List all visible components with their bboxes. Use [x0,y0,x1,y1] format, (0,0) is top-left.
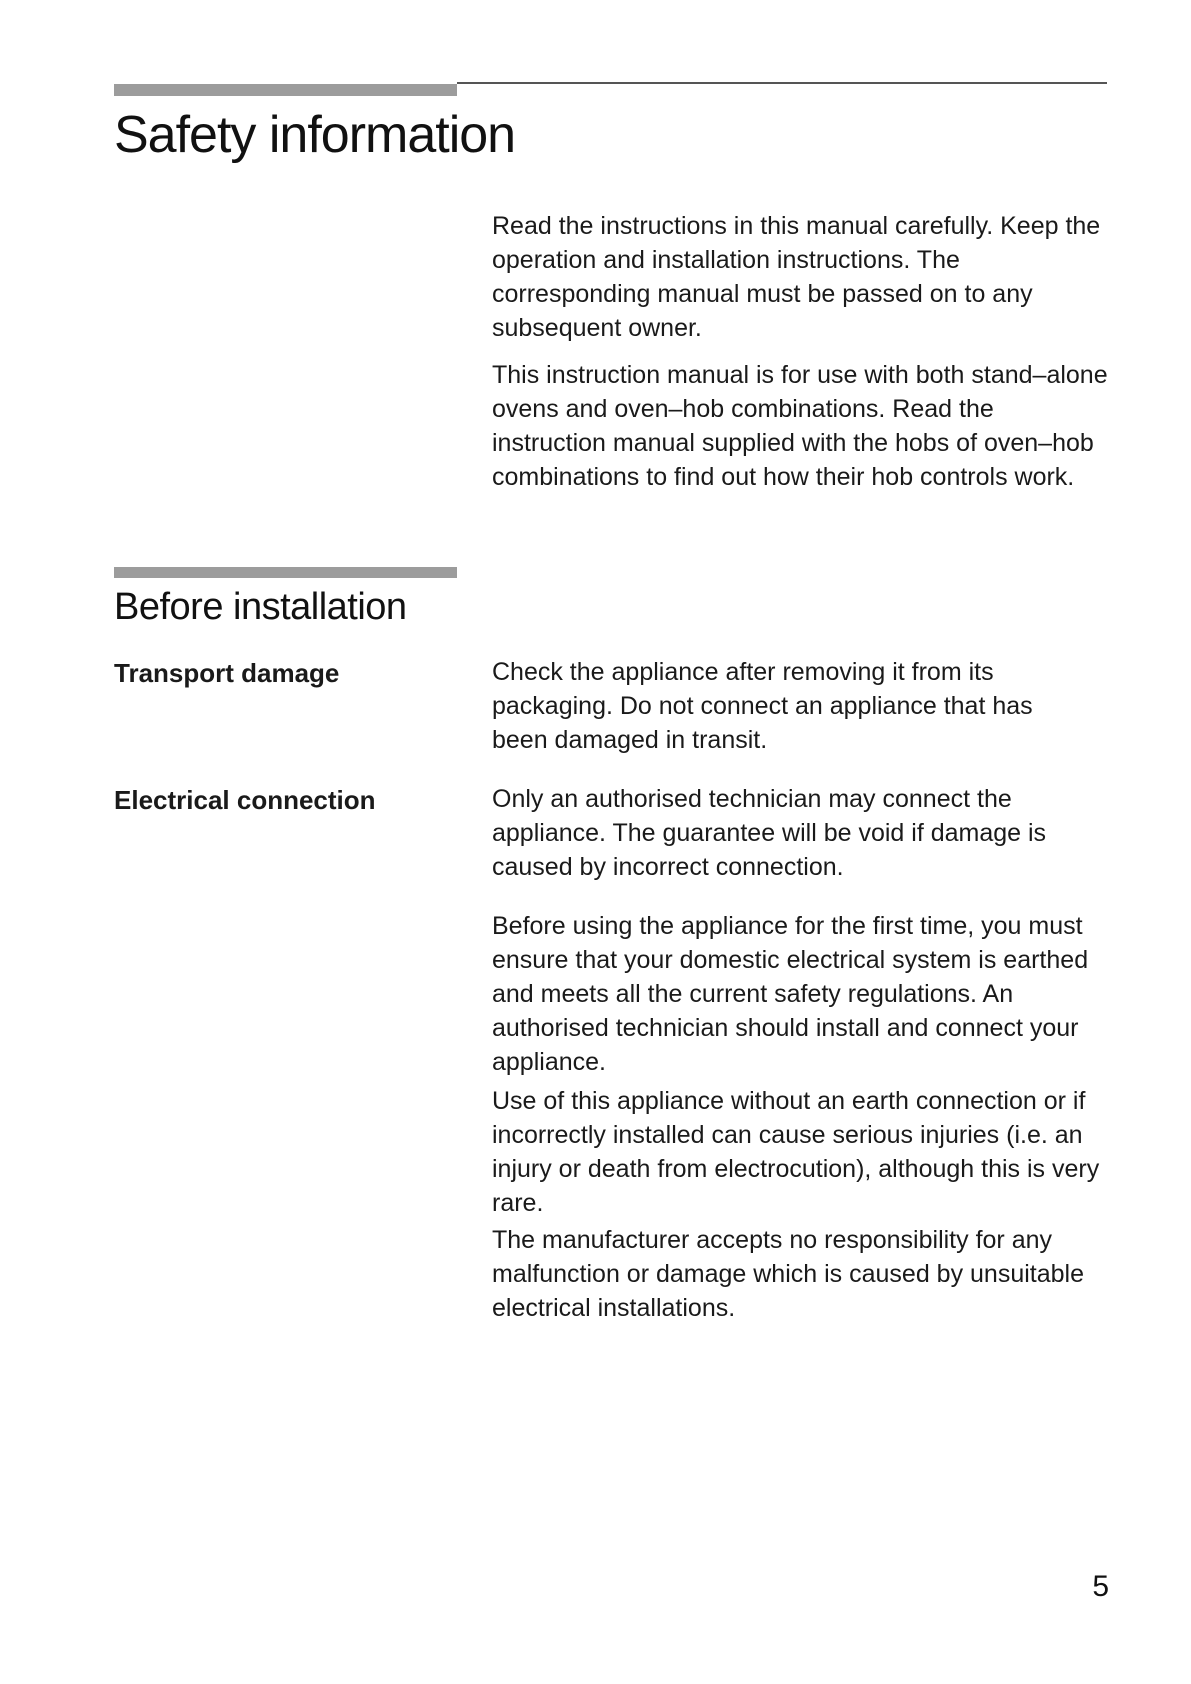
electrical-connection-text-3: Use of this appliance without an earth connection or if incorrectly installed can cause serious injuries (i.e. an injury or death from electrocution), although this is very rare. [492,1087,1100,1217]
intro-paragraph-1: Read the instructions in this manual carefully. Keep the operation and installation instructions. The corresponding manual must be passed on to any subsequent owner. [492,212,1101,342]
title-rule-line [457,82,1107,84]
electrical-connection-text-4: The manufacturer accepts no responsibility for any malfunction or damage which is caused by unsuitable electrical installations. [492,1226,1085,1322]
electrical-connection-text-2: Before using the appliance for the first time, you must ensure that your domestic electrical system is earthed and meets all the current safety regulations. An authorised technician should install and connect your appliance. [492,912,1089,1076]
heading-electrical-connection: Electrical connection [114,785,376,815]
title-rule-accent [114,84,457,96]
page-title: Safety information [114,106,516,164]
page-number: 5 [1092,1570,1109,1603]
section-rule-accent [114,567,457,578]
section-title-before-installation: Before installation [114,586,407,628]
heading-transport-damage: Transport damage [114,658,340,688]
intro-paragraph-2: This instruction manual is for use with both stand–alone ovens and oven–hob combinations. Read the instruction manual supplied with the hobs of oven–hob combinations to find out how their hob controls work. [492,361,1108,491]
electrical-connection-text-1: Only an authorised technician may connect the appliance. The guarantee will be void if damage is caused by incorrect connection. [492,785,1047,881]
transport-damage-text: Check the appliance after removing it from its packaging. Do not connect an appliance that has been damaged in transit. [492,658,1033,754]
